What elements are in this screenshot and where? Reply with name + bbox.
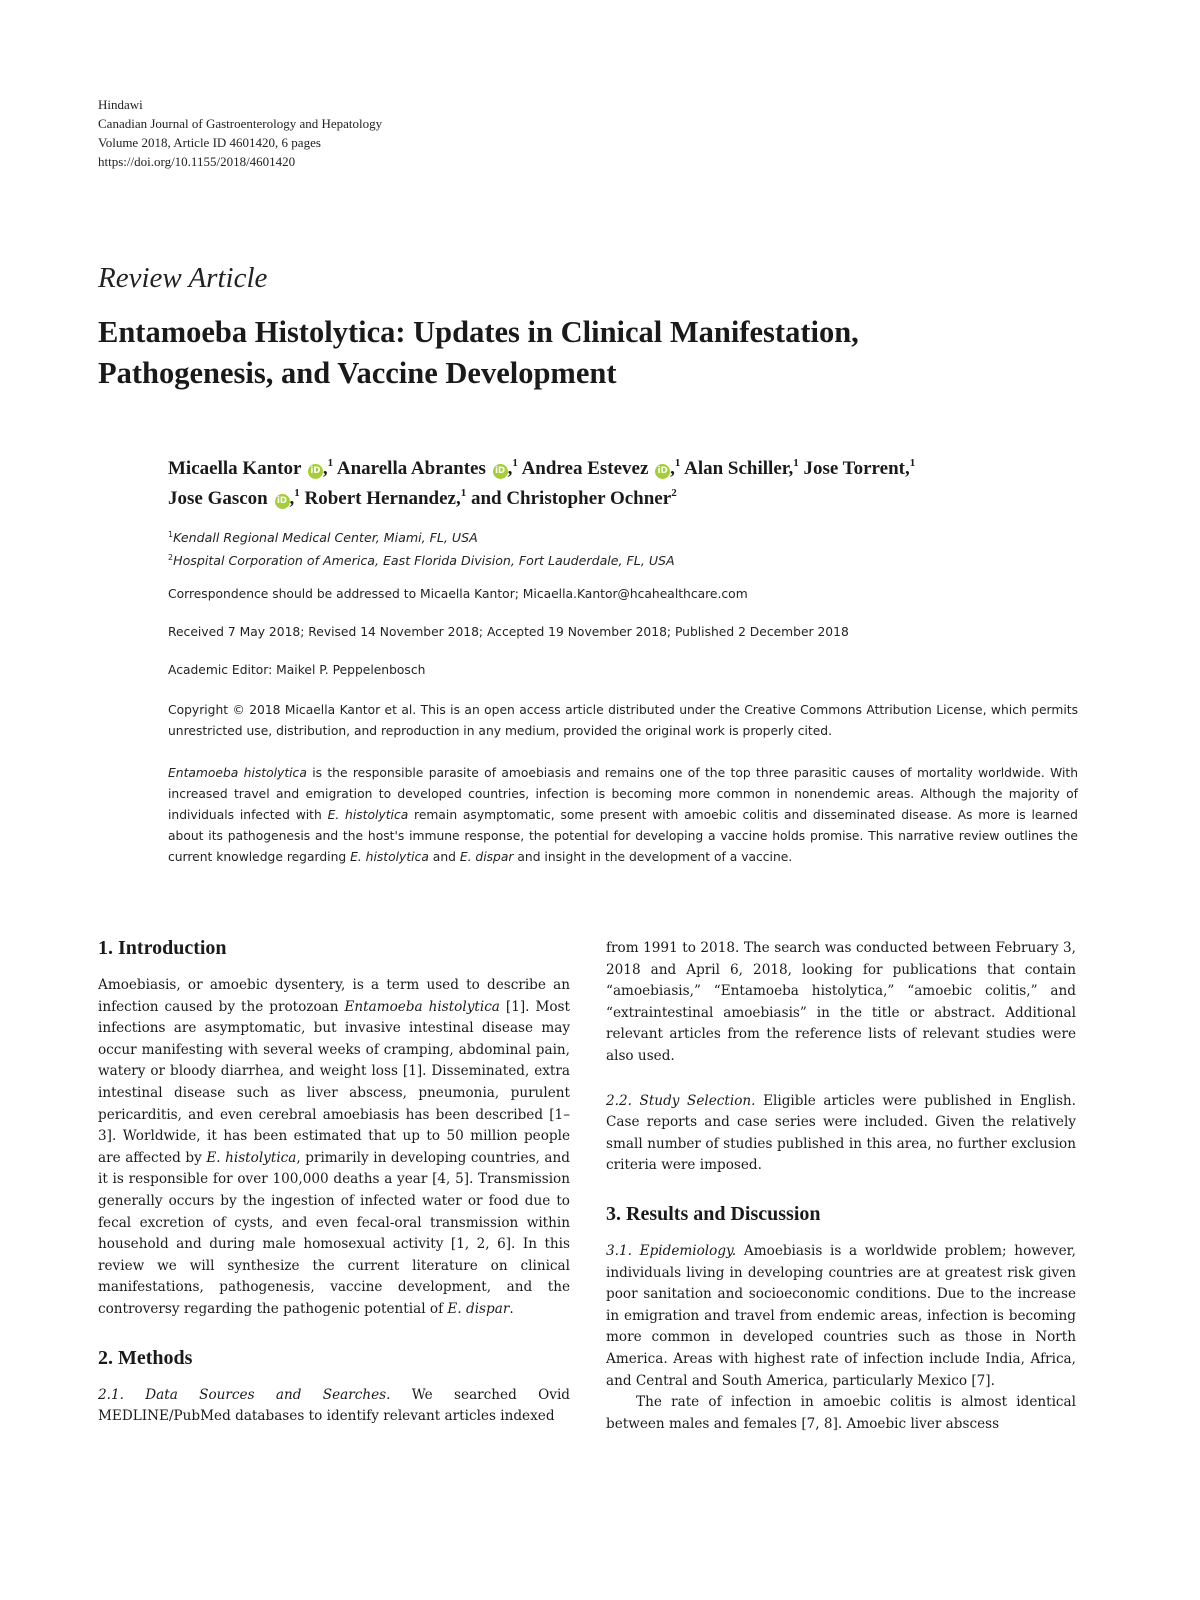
- subsection-heading: 2.1. Data Sources and Searches.: [98, 1386, 391, 1403]
- orcid-icon[interactable]: iD: [655, 464, 670, 479]
- section-heading-introduction: 1. Introduction: [98, 937, 227, 959]
- affiliation-marker: 1: [327, 457, 334, 469]
- methods-paragraph: [98, 1385, 570, 1428]
- affiliation-marker: 1: [168, 530, 174, 539]
- author-line-2: Jose Gascon iD ,$^1$ Robert Hernandez,$^1$ and Christopher Ochner$^2$: [168, 487, 677, 509]
- author-name: Jose Torrent,: [803, 458, 910, 479]
- doi-link[interactable]: https://doi.org/10.1155/2018/4601420: [98, 154, 296, 169]
- volume-info: Volume 2018, Article ID 4601420, 6 pages: [98, 135, 321, 150]
- body-text: Amoebiasis is a worldwide problem; however, individuals living in developing countries are at greatest risk given poor sanitation and socioeconomic conditions. Due to the increase in emigration and travel from endemic areas, infection is becoming more common in developed countries such as those in North America. Areas with highest rate of infection include India, Africa, and Central and South America, particularly Mexico [7].: [606, 1242, 1076, 1389]
- affiliation-marker: 1: [460, 487, 467, 499]
- abstract-italic: E. histolytica: [327, 808, 409, 822]
- body-text: We searched Ovid MEDLINE/PubMed databases to identify relevant articles indexed: [98, 1386, 570, 1425]
- epidemiology-paragraph: [606, 1241, 1076, 1392]
- section-heading-methods: 2. Methods: [98, 1346, 193, 1369]
- introduction-paragraph: [98, 975, 570, 1321]
- author-name: Anarella Abrantes: [336, 458, 486, 479]
- affiliation-marker: 1: [909, 457, 916, 469]
- abstract-italic: E. dispar: [459, 850, 514, 864]
- abstract-text: and: [428, 850, 460, 864]
- academic-editor: Academic Editor: Maikel P. Peppelenbosch: [168, 663, 426, 677]
- subsection-heading: 2.2. Study Selection.: [606, 1092, 756, 1109]
- epidemiology-paragraph-2: The rate of infection in amoebic colitis is almost identical between males and females [7, 8]. Amoebic liver abscess: [606, 1394, 1076, 1432]
- affiliation-text: Kendall Regional Medical Center, Miami, FL, USA: [173, 530, 478, 545]
- body-text: Amoebiasis, or amoebic dysentery, is a term used to describe an infection caused by the protozoan: [98, 977, 570, 1015]
- subsection-heading: 3.1. Epidemiology.: [606, 1242, 737, 1259]
- body-italic: E. dispar: [447, 1300, 510, 1317]
- title-line-2: Pathogenesis, and Vaccine Development: [98, 356, 617, 390]
- methods-paragraph-continued: from 1991 to 2018. The search was conducted between February 3, 2018 and April 6, 2018, looking for publications that contain “amoebiasis,” “Entamoeba histolytica,” “amoebic colitis,” and “extraintestinal amoebiasis” in the title or abstract. Additional relevant articles from the reference lists of relevant studies were also used.: [606, 940, 1076, 1064]
- affiliation-1: [168, 526, 1078, 549]
- correspondence: Correspondence should be addressed to Micaella Kantor; Micaella.Kantor@hcahealthcare.com: [168, 587, 748, 601]
- orcid-icon[interactable]: iD: [275, 494, 290, 509]
- section-heading-results: 3. Results and Discussion: [606, 1202, 821, 1225]
- affiliation-marker: 2: [168, 553, 174, 562]
- author-name: Alan Schiller,: [684, 458, 794, 479]
- affiliation-marker: 1: [674, 457, 681, 469]
- article-title: [98, 312, 1098, 394]
- affiliation-marker: 1: [793, 457, 799, 469]
- journal-header: [98, 95, 382, 171]
- author-line-1: Micaella Kantor iD ,$^1$ Anarella Abrantes iD ,$^1$ Andrea Estevez iD ,$^1$ Alan Schiller,$^1$ Jose Torrent,$^1$: [168, 457, 916, 479]
- body-italic: Entamoeba histolytica: [344, 998, 500, 1015]
- body-column-left: [98, 935, 570, 1428]
- body-text: , primarily in developing countries, and it is responsible for over 100,000 deaths a year [4, 5]. Transmission generally occurs by the ingestion of infected water or food due to fecal excretion of cysts, and even fecal-oral transmission within household and during male homosexual activity [1, 2, 6]. In this review we will synthesize the current literature on clinical manifestations, pathogenesis, vaccine development, and the controversy regarding the pathogenic potential of: [98, 1149, 570, 1317]
- publisher-name: Hindawi: [98, 97, 143, 112]
- author-name: Micaella Kantor: [168, 458, 302, 479]
- body-text: [1]. Most infections are asymptomatic, but invasive intestinal disease may occur manifesting with several weeks of cramping, abdominal pain, watery or bloody diarrhea, and weight loss [1]. Disseminated, extra intestinal disease such as liver abscess, pneumonia, purulent pericarditis, and even cerebral amoebiasis has been described [1–3]. Worldwide, it has been estimated that up to 50 million people are affected by: [98, 998, 570, 1166]
- affiliation-2: [168, 549, 1078, 572]
- author-name: Jose Gascon: [168, 488, 268, 509]
- affiliation-marker: 1: [512, 457, 518, 469]
- author-name: and Christopher Ochner: [470, 488, 672, 509]
- journal-name: Canadian Journal of Gastroenterology and Hepatology: [98, 116, 383, 131]
- affiliation-marker: 1: [294, 487, 300, 499]
- body-text: .: [509, 1300, 514, 1317]
- body-text: Eligible articles were published in English. Case reports and case series were included. Given the relatively small number of studies published in this area, no further exclusion criteria were imposed.: [606, 1092, 1076, 1174]
- body-column-right: [606, 938, 1076, 1435]
- orcid-icon[interactable]: iD: [493, 464, 508, 479]
- affiliations: [168, 526, 1078, 572]
- author-name: Andrea Estevez: [521, 458, 649, 479]
- publication-dates: Received 7 May 2018; Revised 14 November 2018; Accepted 19 November 2018; Published 2 December 2018: [168, 625, 849, 639]
- abstract-text: and insight in the development of a vaccine.: [513, 850, 793, 864]
- orcid-icon[interactable]: iD: [308, 464, 323, 479]
- copyright-notice: Copyright © 2018 Micaella Kantor et al. This is an open access article distributed under the Creative Commons Attribution License, which permits unrestricted use, distribution, and reproduction in any medium, provided the original work is properly cited.: [168, 703, 1078, 738]
- abstract: [168, 763, 1078, 868]
- abstract-italic: E. histolytica: [350, 850, 429, 864]
- author-name: Robert Hernandez,: [304, 488, 461, 509]
- title-line-1: Entamoeba Histolytica: Updates in Clinical Manifestation,: [98, 315, 859, 349]
- abstract-text: remain asymptomatic, some present with amoebic colitis and disseminated disease. As more is learned about its pathogenesis and the host's immune response, the potential for developing a vaccine holds promise. This narrative review outlines the current knowledge regarding: [168, 808, 1078, 864]
- abstract-italic: Entamoeba histolytica: [168, 766, 307, 780]
- study-selection-paragraph: [606, 1091, 1076, 1177]
- abstract-text: is the responsible parasite of amoebiasis and remains one of the top three parasitic causes of mortality worldwide. With increased travel and emigration to developed countries, infection is becoming more common in nonendemic areas. Although the majority of individuals infected with: [168, 766, 1078, 822]
- author-list: [168, 454, 1088, 514]
- article-type: Review Article: [98, 262, 268, 294]
- body-italic: E. histolytica: [206, 1149, 297, 1166]
- affiliation-marker: 2: [671, 487, 677, 499]
- affiliation-text: Hospital Corporation of America, East Florida Division, Fort Lauderdale, FL, USA: [173, 553, 675, 568]
